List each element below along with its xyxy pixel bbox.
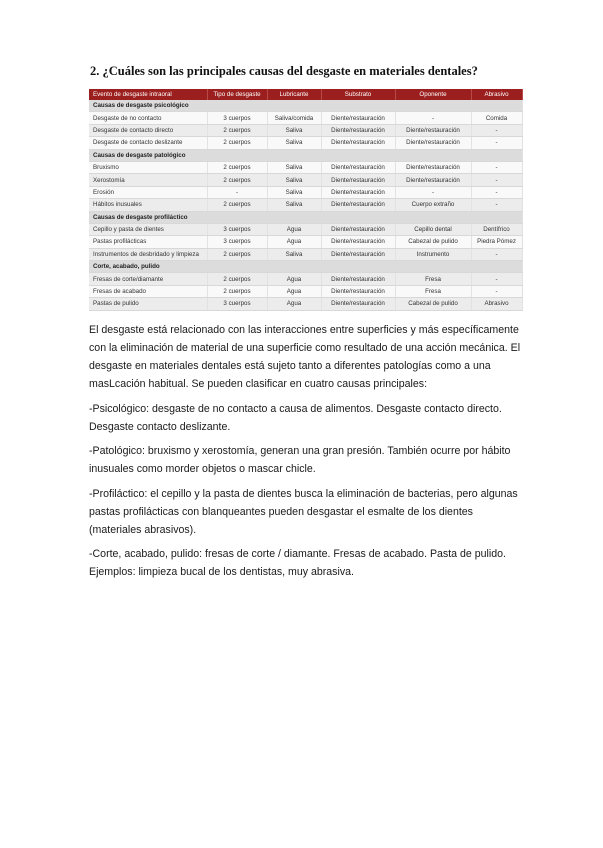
pathological-paragraph: -Patológico: bruxismo y xerostomía, generan una gran presión. También ocurre por hábito inusuales como morder objetos o mascar chicle. [89,445,511,475]
table-cell: Piedra Pómez [471,236,522,248]
table-cell: 2 cuerpos [207,285,267,297]
table-cell: 2 cuerpos [207,273,267,285]
table-cell: Cepillo dental [395,223,471,235]
table-cell: Comida [471,112,522,124]
table-row [89,199,522,211]
table-cell: Agua [267,285,321,297]
table-cell: 2 cuerpos [207,199,267,211]
table-row [89,186,522,198]
table-row [89,137,522,149]
table-cell: - [471,186,522,198]
table-cell: Agua [267,223,321,235]
body-text [89,321,521,588]
table-cell: Pastas de pulido [89,298,207,310]
table-cell: - [471,174,522,186]
table-row [89,112,522,124]
table-cell: Diente/restauración [321,112,395,124]
section-title: Causas de desgaste psicológico [89,100,522,112]
section-row [89,261,522,273]
table-row [89,298,522,310]
table-cell: - [471,199,522,211]
table-cell: Instrumentos de desbridado y limpieza [89,248,207,260]
table-cell: Fresa [395,285,471,297]
table-cell: Diente/restauración [321,124,395,136]
section-title: Causas de desgaste profiláctico [89,211,522,223]
table-cell: - [471,285,522,297]
table-row [89,285,522,297]
table-cell: Dentífrico [471,223,522,235]
table-cell: Desgaste de contacto deslizante [89,137,207,149]
column-header: Oponente [395,89,471,100]
table-cell: Diente/restauración [321,199,395,211]
psychological-paragraph: -Psicológico: desgaste de no contacto a causa de alimentos. Desgaste contacto directo. Desgaste contacto deslizante. [89,402,502,433]
table-cell: Desgaste de contacto directo [89,124,207,136]
table-cell: Saliva [267,199,321,211]
table-cell: Cabezal de pulido [395,298,471,310]
cutting-finishing-paragraph: -Corte, acabado, pulido: fresas de corte / diamante. Fresas de acabado. Pasta de pulido. Ejemplos: limpieza bucal de los dentistas, muy abrasiva. [89,548,506,578]
table-cell: Saliva [267,124,321,136]
table-cell: Fresas de corte/diamante [89,273,207,285]
table-cell: - [471,124,522,136]
wear-causes-table [89,89,523,311]
table-header-row [89,89,522,100]
table-cell: Diente/restauración [321,186,395,198]
table-cell: 3 cuerpos [207,236,267,248]
section-title: Causas de desgaste patológico [89,149,522,161]
table-row [89,273,522,285]
table-cell: - [395,186,471,198]
table-cell: 3 cuerpos [207,223,267,235]
table-cell: Saliva [267,248,321,260]
table-cell: Saliva [267,137,321,149]
table-cell: Diente/restauración [395,137,471,149]
table-row [89,124,522,136]
table-cell: Pastas profilácticas [89,236,207,248]
prophylactic-paragraph: -Profiláctico: el cepillo y la pasta de dientes busca la eliminación de bacterias, pero algunas pastas profilácticas con blanqueantes pueden desgastar el esmalte de los dientes (materiales abrasivos). [89,487,518,536]
table-cell: 3 cuerpos [207,298,267,310]
table-cell: Diente/restauración [321,161,395,173]
table-cell: 2 cuerpos [207,248,267,260]
table-cell: Saliva/comida [267,112,321,124]
table-cell: Diente/restauración [395,161,471,173]
column-header: Evento de desgaste intraoral [89,89,207,100]
table-cell: Xerostomía [89,174,207,186]
table-cell: Diente/restauración [321,298,395,310]
section-row [89,149,522,161]
table-cell: Diente/restauración [321,285,395,297]
table-cell: Bruxismo [89,161,207,173]
table-cell: - [207,186,267,198]
table-cell: Saliva [267,174,321,186]
table-cell: Diente/restauración [395,174,471,186]
table-cell: 2 cuerpos [207,124,267,136]
section-title: Corte, acabado, pulido [89,261,522,273]
question-heading: 2. ¿Cuáles son las principales causas del desgaste en materiales dentales? [90,64,478,78]
table-cell: Diente/restauración [321,223,395,235]
table-cell: Diente/restauración [321,273,395,285]
table-cell: 2 cuerpos [207,174,267,186]
column-header: Tipo de desgaste [207,89,267,100]
column-header: Substrato [321,89,395,100]
table-cell: Saliva [267,186,321,198]
section-row [89,100,522,112]
table-row [89,248,522,260]
section-row [89,211,522,223]
table-cell: Diente/restauración [395,124,471,136]
table-cell: - [471,137,522,149]
table-cell: - [471,273,522,285]
column-header: Abrasivo [471,89,522,100]
table-cell: Agua [267,298,321,310]
table-cell: Cabezal de pulido [395,236,471,248]
table-cell: Instrumento [395,248,471,260]
intro-paragraph: El desgaste está relacionado con las interacciones entre superficies y más específicamente con la eliminación de material de una superficie como resultado de una acción mecánica. El desgaste en materiales dentales está sujeto tanto a diferentes patologías como a una masLcación habitual. Se pueden clasificar en cuatro causas principales: [89,324,521,390]
table-cell: Diente/restauración [321,236,395,248]
table-cell: 2 cuerpos [207,137,267,149]
table-row [89,223,522,235]
table-cell: Diente/restauración [321,248,395,260]
table-cell: Fresa [395,273,471,285]
table-cell: Agua [267,236,321,248]
table-cell: - [471,161,522,173]
table-cell: - [471,248,522,260]
table-cell: Abrasivo [471,298,522,310]
table-cell: Cuerpo extraño [395,199,471,211]
column-header: Lubricante [267,89,321,100]
table-cell: Fresas de acabado [89,285,207,297]
table-row [89,236,522,248]
table-cell: Erosión [89,186,207,198]
table-cell: - [395,112,471,124]
table-cell: Cepillo y pasta de dientes [89,223,207,235]
table-row [89,161,522,173]
table-row [89,174,522,186]
wear-causes-table-container [89,89,522,311]
table-cell: Agua [267,273,321,285]
table-cell: Diente/restauración [321,137,395,149]
table-cell: 3 cuerpos [207,112,267,124]
table-cell: Diente/restauración [321,174,395,186]
table-cell: 2 cuerpos [207,161,267,173]
table-cell: Hábitos inusuales [89,199,207,211]
table-body [89,100,522,310]
table-cell: Desgaste de no contacto [89,112,207,124]
table-cell: Saliva [267,161,321,173]
